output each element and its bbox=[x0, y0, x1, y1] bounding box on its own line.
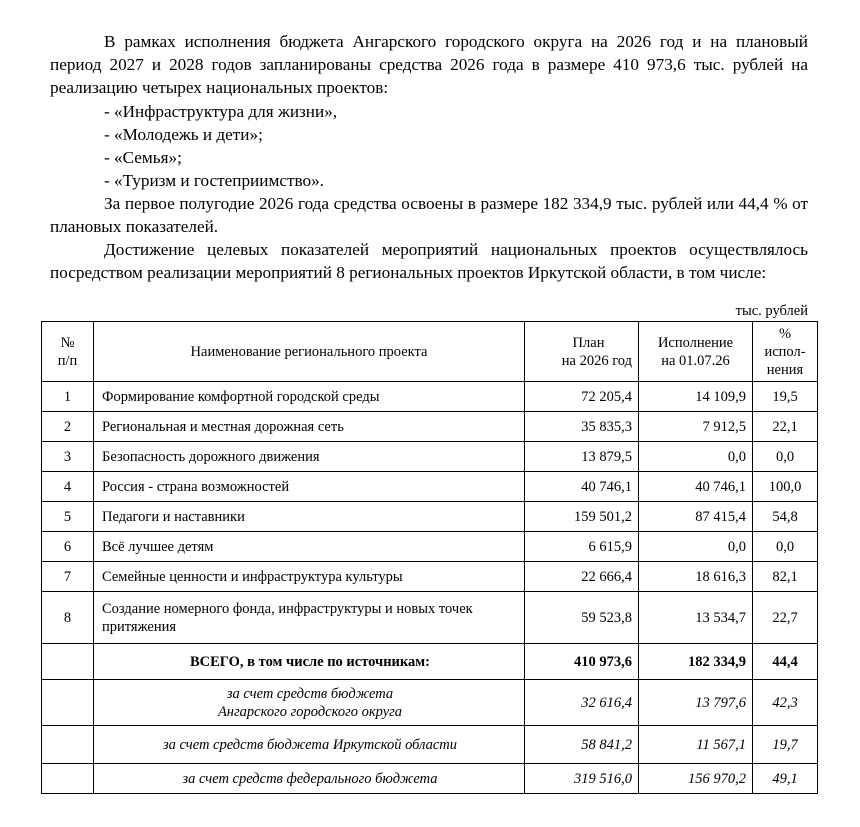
source-exec: 11 567,1 bbox=[639, 726, 753, 764]
row-num: 3 bbox=[42, 442, 94, 472]
source-pct: 49,1 bbox=[753, 764, 818, 794]
row-plan: 40 746,1 bbox=[525, 472, 639, 502]
header-num-line: п/п bbox=[57, 352, 78, 369]
row-pct: 0,0 bbox=[753, 442, 818, 472]
row-name: Педагоги и наставники bbox=[94, 502, 525, 532]
source-name-line: Ангарского городского округа bbox=[217, 703, 403, 720]
units-label: тыс. рублей bbox=[735, 303, 808, 319]
source-plan: 32 616,4 bbox=[525, 680, 639, 726]
row-exec: 0,0 bbox=[639, 532, 753, 562]
table-row bbox=[42, 562, 818, 592]
source-name bbox=[94, 680, 525, 726]
table-row bbox=[42, 442, 818, 472]
header-exec-line: на 01.07.26 bbox=[661, 352, 730, 369]
table-row bbox=[42, 472, 818, 502]
table-row bbox=[42, 532, 818, 562]
header-exec bbox=[639, 322, 753, 382]
header-pct-line: испол- bbox=[764, 343, 806, 360]
source-num bbox=[42, 764, 94, 794]
header-pct-line: % bbox=[778, 325, 792, 342]
header-num bbox=[42, 322, 94, 382]
row-pct: 82,1 bbox=[753, 562, 818, 592]
header-num-line: № bbox=[60, 334, 75, 351]
row-num: 1 bbox=[42, 382, 94, 412]
table-row bbox=[42, 592, 818, 644]
row-exec: 13 534,7 bbox=[639, 592, 753, 644]
source-row-local bbox=[42, 680, 818, 726]
row-plan: 6 615,9 bbox=[525, 532, 639, 562]
half-year-paragraph: За первое полугодие 2026 года средства освоены в размере 182 334,9 тыс. рублей или 44,4 % от плановых показателей. bbox=[50, 194, 808, 236]
row-name: Россия - страна возможностей bbox=[94, 472, 525, 502]
header-plan bbox=[525, 322, 639, 382]
row-name: Формирование комфортной городской среды bbox=[94, 382, 525, 412]
row-num: 2 bbox=[42, 412, 94, 442]
table-row bbox=[42, 502, 818, 532]
total-row bbox=[42, 644, 818, 680]
header-name: Наименование регионального проекта bbox=[94, 322, 525, 382]
row-exec: 87 415,4 bbox=[639, 502, 753, 532]
source-exec: 156 970,2 bbox=[639, 764, 753, 794]
row-exec: 7 912,5 bbox=[639, 412, 753, 442]
row-plan: 59 523,8 bbox=[525, 592, 639, 644]
table-header-row bbox=[42, 322, 818, 382]
row-name: Безопасность дорожного движения bbox=[94, 442, 525, 472]
row-name: Семейные ценности и инфраструктура культуры bbox=[94, 562, 525, 592]
source-plan: 58 841,2 bbox=[525, 726, 639, 764]
source-num bbox=[42, 680, 94, 726]
total-pct: 44,4 bbox=[753, 644, 818, 680]
row-num: 8 bbox=[42, 592, 94, 644]
row-pct: 19,5 bbox=[753, 382, 818, 412]
source-name: за счет средств федерального бюджета bbox=[94, 764, 525, 794]
row-exec: 0,0 bbox=[639, 442, 753, 472]
row-plan: 22 666,4 bbox=[525, 562, 639, 592]
row-pct: 22,1 bbox=[753, 412, 818, 442]
source-plan: 319 516,0 bbox=[525, 764, 639, 794]
source-name-line: за счет средств бюджета bbox=[226, 685, 394, 702]
row-plan: 35 835,3 bbox=[525, 412, 639, 442]
row-name: Региональная и местная дорожная сеть bbox=[94, 412, 525, 442]
header-pct bbox=[753, 322, 818, 382]
table-row bbox=[42, 412, 818, 442]
source-row-regional bbox=[42, 726, 818, 764]
header-plan-line: на 2026 год bbox=[561, 352, 632, 369]
row-num: 7 bbox=[42, 562, 94, 592]
header-exec-line: Исполнение bbox=[657, 334, 734, 351]
row-num: 5 bbox=[42, 502, 94, 532]
row-plan: 159 501,2 bbox=[525, 502, 639, 532]
total-exec: 182 334,9 bbox=[639, 644, 753, 680]
row-pct: 100,0 bbox=[753, 472, 818, 502]
source-name: за счет средств бюджета Иркутской области bbox=[94, 726, 525, 764]
source-pct: 19,7 bbox=[753, 726, 818, 764]
achievement-paragraph: Достижение целевых показателей мероприятий национальных проектов осуществлялось посредством реализации мероприятий 8 региональных проектов Иркутской области, в том числе: bbox=[50, 240, 808, 282]
row-pct: 22,7 bbox=[753, 592, 818, 644]
total-num bbox=[42, 644, 94, 680]
row-pct: 54,8 bbox=[753, 502, 818, 532]
row-pct: 0,0 bbox=[753, 532, 818, 562]
row-name: Создание номерного фонда, инфраструктуры и новых точек притяжения bbox=[94, 592, 525, 644]
row-exec: 40 746,1 bbox=[639, 472, 753, 502]
table-row bbox=[42, 382, 818, 412]
header-pct-line: нения bbox=[766, 361, 804, 378]
row-exec: 14 109,9 bbox=[639, 382, 753, 412]
row-num: 6 bbox=[42, 532, 94, 562]
total-name: ВСЕГО, в том числе по источникам: bbox=[94, 644, 525, 680]
list-item: - «Инфраструктура для жизни», bbox=[104, 102, 338, 121]
row-plan: 13 879,5 bbox=[525, 442, 639, 472]
source-exec: 13 797,6 bbox=[639, 680, 753, 726]
row-plan: 72 205,4 bbox=[525, 382, 639, 412]
source-pct: 42,3 bbox=[753, 680, 818, 726]
header-plan-line: План bbox=[572, 334, 605, 351]
row-exec: 18 616,3 bbox=[639, 562, 753, 592]
source-num bbox=[42, 726, 94, 764]
regional-projects-table bbox=[41, 321, 818, 794]
row-name: Всё лучшее детям bbox=[94, 532, 525, 562]
list-item: - «Туризм и гостеприимство». bbox=[104, 171, 324, 190]
total-plan: 410 973,6 bbox=[525, 644, 639, 680]
intro-paragraph: В рамках исполнения бюджета Ангарского городского округа на 2026 год и на плановый период 2027 и 2028 годов запланированы средства 2026 года в размере 410 973,6 тыс. рублей на реализацию четырех национальных проектов: bbox=[50, 32, 808, 97]
list-item: - «Молодежь и дети»; bbox=[104, 125, 263, 144]
row-num: 4 bbox=[42, 472, 94, 502]
national-projects-list bbox=[104, 100, 337, 192]
source-row-federal bbox=[42, 764, 818, 794]
list-item: - «Семья»; bbox=[104, 148, 182, 167]
